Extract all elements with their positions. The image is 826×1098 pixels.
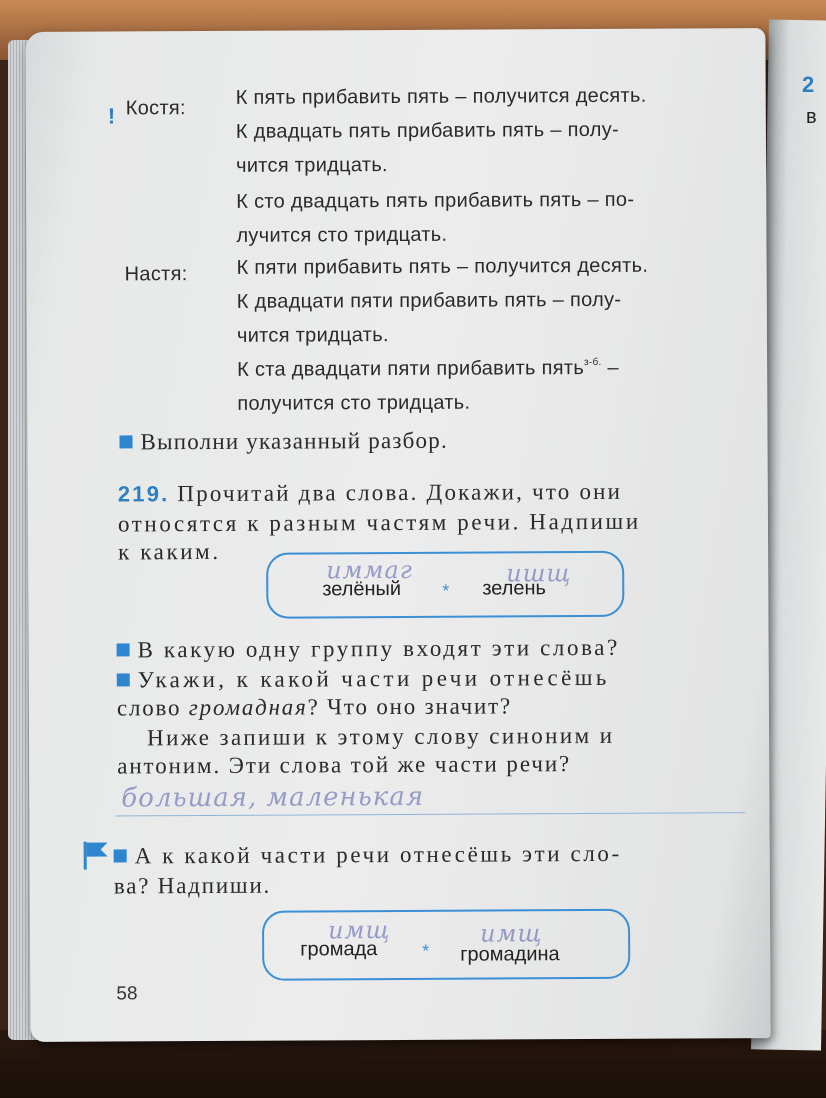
nastya-line-4-text: К ста двадцати пяти прибавить пять [237,357,585,381]
question-2-text-1: Укажи, к какой части речи отнесёшь [137,664,610,693]
square-bullet-icon [117,673,130,686]
word-zelenyi: зелёный [322,577,402,601]
nastya-line-2: К двадцати пяти прибавить пять – полу- [236,288,622,313]
facing-page-letter: в [806,106,817,128]
question-2-line-2 [117,693,512,721]
star-icon: * [422,940,430,961]
exercise-number: 219. [117,481,170,507]
square-bullet-icon [114,849,127,862]
question-2-text-2: слово [116,695,182,721]
exclamation-icon: ! [107,103,116,129]
handwriting-mark-3: имщ [327,916,391,945]
textbook-page [25,28,770,1042]
page-number: 58 [116,983,138,1005]
speaker-nastya: Настя: [124,263,188,286]
speaker-kostya: Костя: [125,97,186,120]
handwritten-answer: большая, маленькая [121,781,425,814]
square-bullet-icon [117,643,130,656]
square-bullet-icon [119,435,132,448]
question-1-text: В какую одну группу входят эти слова? [137,634,620,663]
facing-page-number: 2 [802,72,815,97]
word-gromada: громада [300,938,378,961]
nastya-line-1: К пяти прибавить пять – получится десять. [236,254,649,279]
kostya-line-2: К двадцать пять прибавить пять – полу- [235,118,619,143]
word-gromadina: громадина [460,943,560,966]
handwriting-mark-4: имщ [480,919,543,948]
task-parse-text: Выполни указанный разбор. [140,427,448,455]
handwriting-mark-2: ишщ [506,559,572,588]
flag-icon [82,840,110,872]
question-1 [117,635,620,664]
nastya-line-5: получится сто тридцать. [237,391,471,415]
question-2-text-3: ? Что оно значит? [307,693,513,720]
question-3-line-2: антоним. Эти слова той же части речи? [117,751,572,779]
exercise-line-2: относятся к разным частям речи. Надпиши [117,508,641,537]
word-zelen: зелень [482,577,547,600]
handwriting-mark-1: иммаг [326,555,413,585]
nastya-line-4 [237,357,619,382]
line-dash: – [607,356,619,379]
nastya-line-3: чится тридцать. [236,324,389,347]
exercise-line-3: к каким. [118,538,221,565]
exercise-line-1 [118,479,622,508]
kostya-line-4: К сто двадцать пять прибавить пять – по- [236,188,635,213]
kostya-line-1: К пять прибавить пять – получится десять. [235,84,647,109]
exercise-text-1: Прочитай два слова. Докажи, что они [177,478,623,507]
question-4-text-1: А к какой части речи отнесёшь эти сло- [134,840,622,869]
question-3-line-1: Ниже запиши к этому слову синоним и [146,722,615,751]
handwritten-note: з-б. [583,356,602,369]
task-parse [119,428,447,456]
kostya-line-5: лучится сто тридцать. [236,223,448,247]
keyword-gromadnaya: громадная [188,694,308,721]
star-icon: * [442,580,450,601]
kostya-line-3: чится тридцать. [236,154,388,177]
question-4-line-2: ва? Надпиши. [113,872,272,899]
question-2-line-1 [117,665,610,694]
question-4-line-1 [114,841,622,870]
